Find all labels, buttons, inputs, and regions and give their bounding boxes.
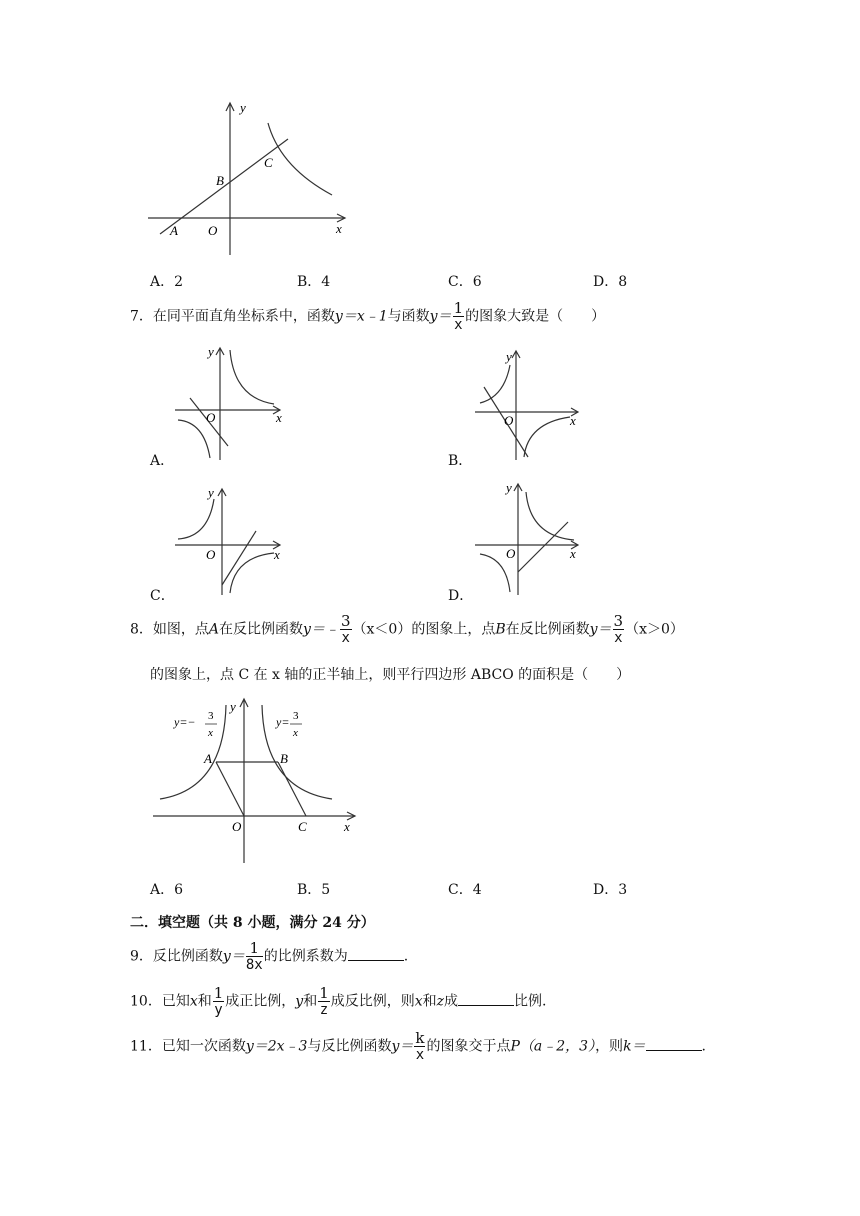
q7-stem: 7．在同平面直角坐标系中，函数y＝x﹣1与函数y＝ $\frac{1}{x}$ 的图象大致是（ ） xyxy=(130,299,606,333)
svg-text:x: x xyxy=(208,727,213,739)
q11: 11．已知一次函数y＝2x﹣3与反比例函数y＝ $\frac{k}{x}$ 的图象交于点P（a﹣2，3），则k＝ . xyxy=(130,1029,706,1063)
label-c: C xyxy=(264,155,273,170)
q8-stem-line2: 的图象上，点 C 在 x 轴的正半轴上，则平行四边形 ABCO 的面积是（ ） xyxy=(150,667,631,683)
svg-text:y: y xyxy=(208,344,214,359)
svg-text:x: x xyxy=(276,410,282,425)
q7-graph-d xyxy=(470,478,585,598)
q8-option-b[interactable]: B．5 xyxy=(297,882,331,898)
answer-blank[interactable] xyxy=(646,1038,702,1051)
q7-option-d[interactable]: D． xyxy=(448,588,474,604)
hyperbola xyxy=(268,123,332,195)
svg-text:3: 3 xyxy=(293,710,299,722)
svg-text:x: x xyxy=(274,547,280,562)
q6-option-a[interactable]: A．2 xyxy=(150,274,184,290)
label-b: B xyxy=(216,173,224,188)
q7-graph-a xyxy=(170,340,290,465)
svg-text:y: y xyxy=(230,699,236,714)
svg-text:x: x xyxy=(570,413,576,428)
q6-figure xyxy=(140,95,360,265)
label-y: y xyxy=(240,100,246,115)
q8-stem-line1: 8．如图，点A在反比例函数y＝﹣ $\frac{3}{x}$ （x＜0）的图象上，点B在反比例函数y＝ $\frac{3}{x}$ （x＞0） xyxy=(130,612,684,646)
svg-text:B: B xyxy=(280,751,288,766)
svg-text:x: x xyxy=(570,546,576,561)
svg-text:y=−: y=− xyxy=(174,715,196,729)
q7-option-c[interactable]: C． xyxy=(150,588,175,604)
q9: 9．反比例函数y＝ $\frac{1}{8x}$ 的比例系数为 . xyxy=(130,939,409,973)
line-ab xyxy=(160,139,288,234)
q6-option-c[interactable]: C．6 xyxy=(448,274,482,290)
svg-text:x: x xyxy=(293,727,298,739)
q7-option-b[interactable]: B． xyxy=(448,453,473,469)
svg-text:y: y xyxy=(506,349,512,364)
label-a: A xyxy=(170,223,178,238)
q7-option-a[interactable]: A． xyxy=(150,453,175,469)
q8-option-c[interactable]: C．4 xyxy=(448,882,482,898)
q6-option-d[interactable]: D．8 xyxy=(593,274,628,290)
svg-text:O: O xyxy=(232,819,242,834)
svg-text:3: 3 xyxy=(208,710,214,722)
svg-text:C: C xyxy=(298,819,307,834)
q8-option-d[interactable]: D．3 xyxy=(593,882,628,898)
q8-option-a[interactable]: A．6 xyxy=(150,882,184,898)
svg-text:y=: y= xyxy=(276,715,290,729)
svg-text:y: y xyxy=(506,480,512,495)
label-x: x xyxy=(336,221,342,236)
q7-graph-b xyxy=(470,345,585,465)
svg-text:O: O xyxy=(206,547,216,562)
q8-figure xyxy=(150,695,365,870)
svg-text:x: x xyxy=(344,819,350,834)
q7-graph-c xyxy=(170,483,290,598)
svg-text:O: O xyxy=(504,413,514,428)
label-o: O xyxy=(208,223,218,238)
answer-blank[interactable] xyxy=(458,993,514,1006)
svg-text:y: y xyxy=(208,485,214,500)
svg-text:A: A xyxy=(204,751,212,766)
q6-option-b[interactable]: B．4 xyxy=(297,274,331,290)
svg-text:O: O xyxy=(506,546,516,561)
svg-text:O: O xyxy=(206,410,216,425)
answer-blank[interactable] xyxy=(348,948,404,961)
section-heading: 二．填空题（共 8 小题，满分 24 分） xyxy=(130,915,375,931)
q10: 10．已知x和 $\frac{1}{y}$ 成正比例，y和 $\frac{1}{z}$ 成反比例，则x和z成 比例. xyxy=(130,984,547,1018)
